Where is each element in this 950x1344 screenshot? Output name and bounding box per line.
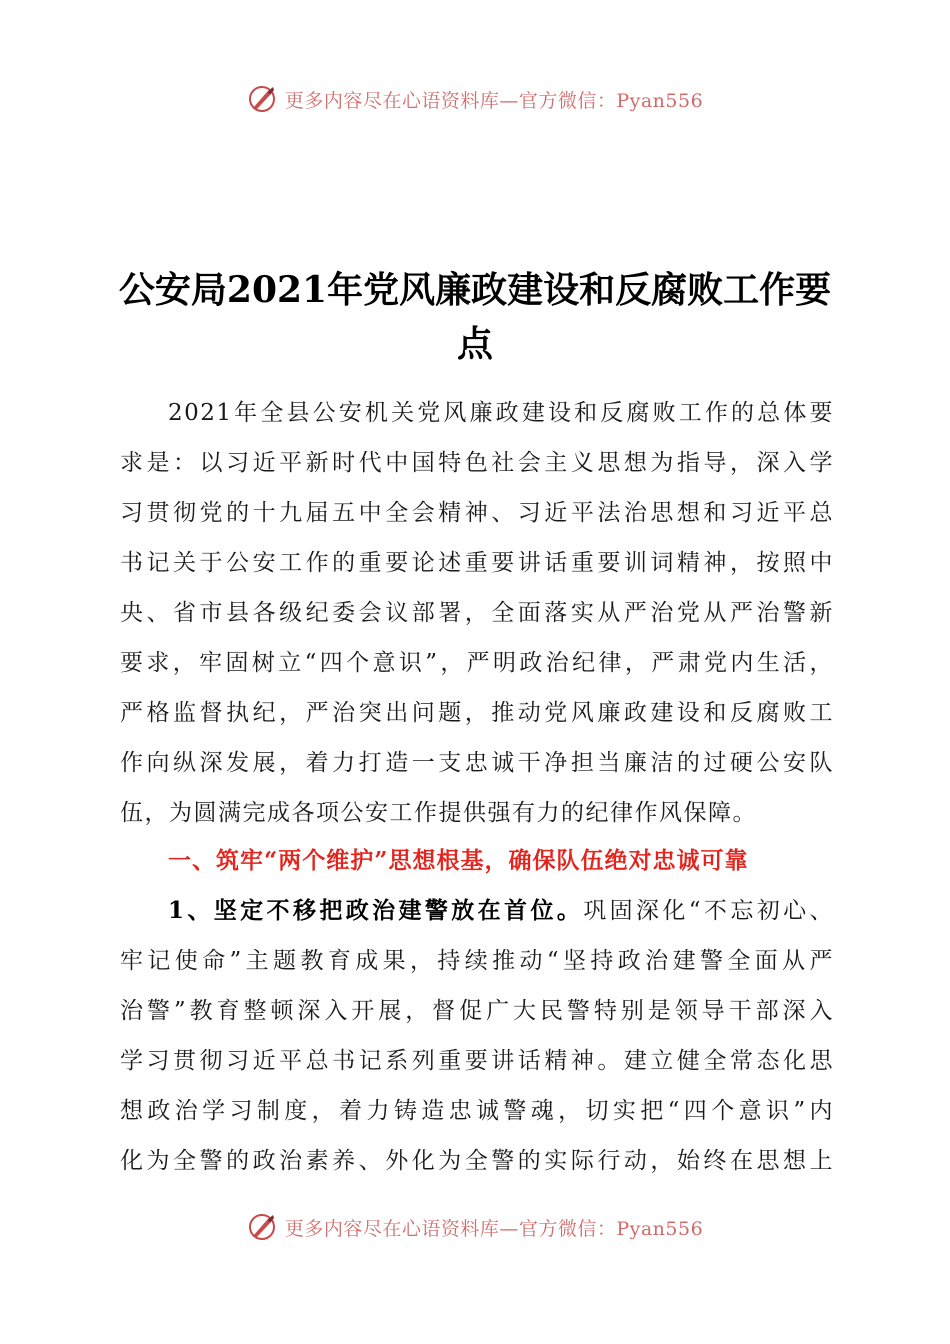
item-line: 学习贯彻习近平总书记系列重要讲话精神。建立健全常态化思 (120, 1048, 834, 1074)
intro-line: 作向纵深发展，着力打造一支忠诚干净担当廉洁的过硬公安队 (120, 750, 834, 776)
item-line: 化为全警的政治素养、外化为全警的实际行动，始终在思想上 (120, 1148, 834, 1174)
footer-watermark (0, 1212, 950, 1242)
header-watermark (0, 84, 950, 114)
intro-line: 严格监督执纪，严治突出问题，推动党风廉政建设和反腐败工 (120, 700, 834, 726)
intro-line: 伍，为圆满完成各项公安工作提供强有力的纪律作风保障。 (120, 800, 757, 826)
intro-line: 求是：以习近平新时代中国特色社会主义思想为指导，深入学 (120, 450, 834, 476)
intro-line: 要求，牢固树立“四个意识”，严明政治纪律，严肃党内生活， (120, 650, 834, 676)
item-line: 牢记使命”主题教育成果，持续推动“坚持政治建警全面从严 (120, 948, 834, 974)
document-title-line-1: 公安局2021年党风廉政建设和反腐败工作要 (118, 269, 832, 311)
intro-line: 2021年全县公安机关党风廉政建设和反腐败工作的总体要 (168, 400, 834, 426)
intro-line: 书记关于公安工作的重要论述重要讲话重要训词精神，按照中 (120, 550, 834, 576)
item-bold-lead: 1、坚定不移把政治建警放在首位。 (168, 897, 584, 924)
quill-pen-logo-icon (247, 84, 277, 114)
quill-pen-logo-icon (247, 1212, 277, 1242)
document-title-line-2: 点 (456, 323, 493, 365)
intro-line: 央、省市县各级纪委会议部署，全面落实从严治党从严治警新 (120, 600, 834, 626)
item-first-line (168, 896, 834, 926)
watermark-text: 更多内容尽在心语资料库—官方微信：Pyan556 (284, 1217, 704, 1240)
item-line: 想政治学习制度，着力铸造忠诚警魂，切实把“四个意识”内 (120, 1098, 834, 1124)
item-line: 治警”教育整顿深入开展，督促广大民警特别是领导干部深入 (120, 998, 834, 1024)
item-lead-rest: 巩固深化“不忘初心、 (583, 898, 834, 924)
section-heading: 一、筑牢“两个维护”思想根基，确保队伍绝对忠诚可靠 (168, 847, 749, 874)
intro-line: 习贯彻党的十九届五中全会精神、习近平法治思想和习近平总 (120, 500, 834, 526)
watermark-text: 更多内容尽在心语资料库—官方微信：Pyan556 (284, 89, 704, 112)
